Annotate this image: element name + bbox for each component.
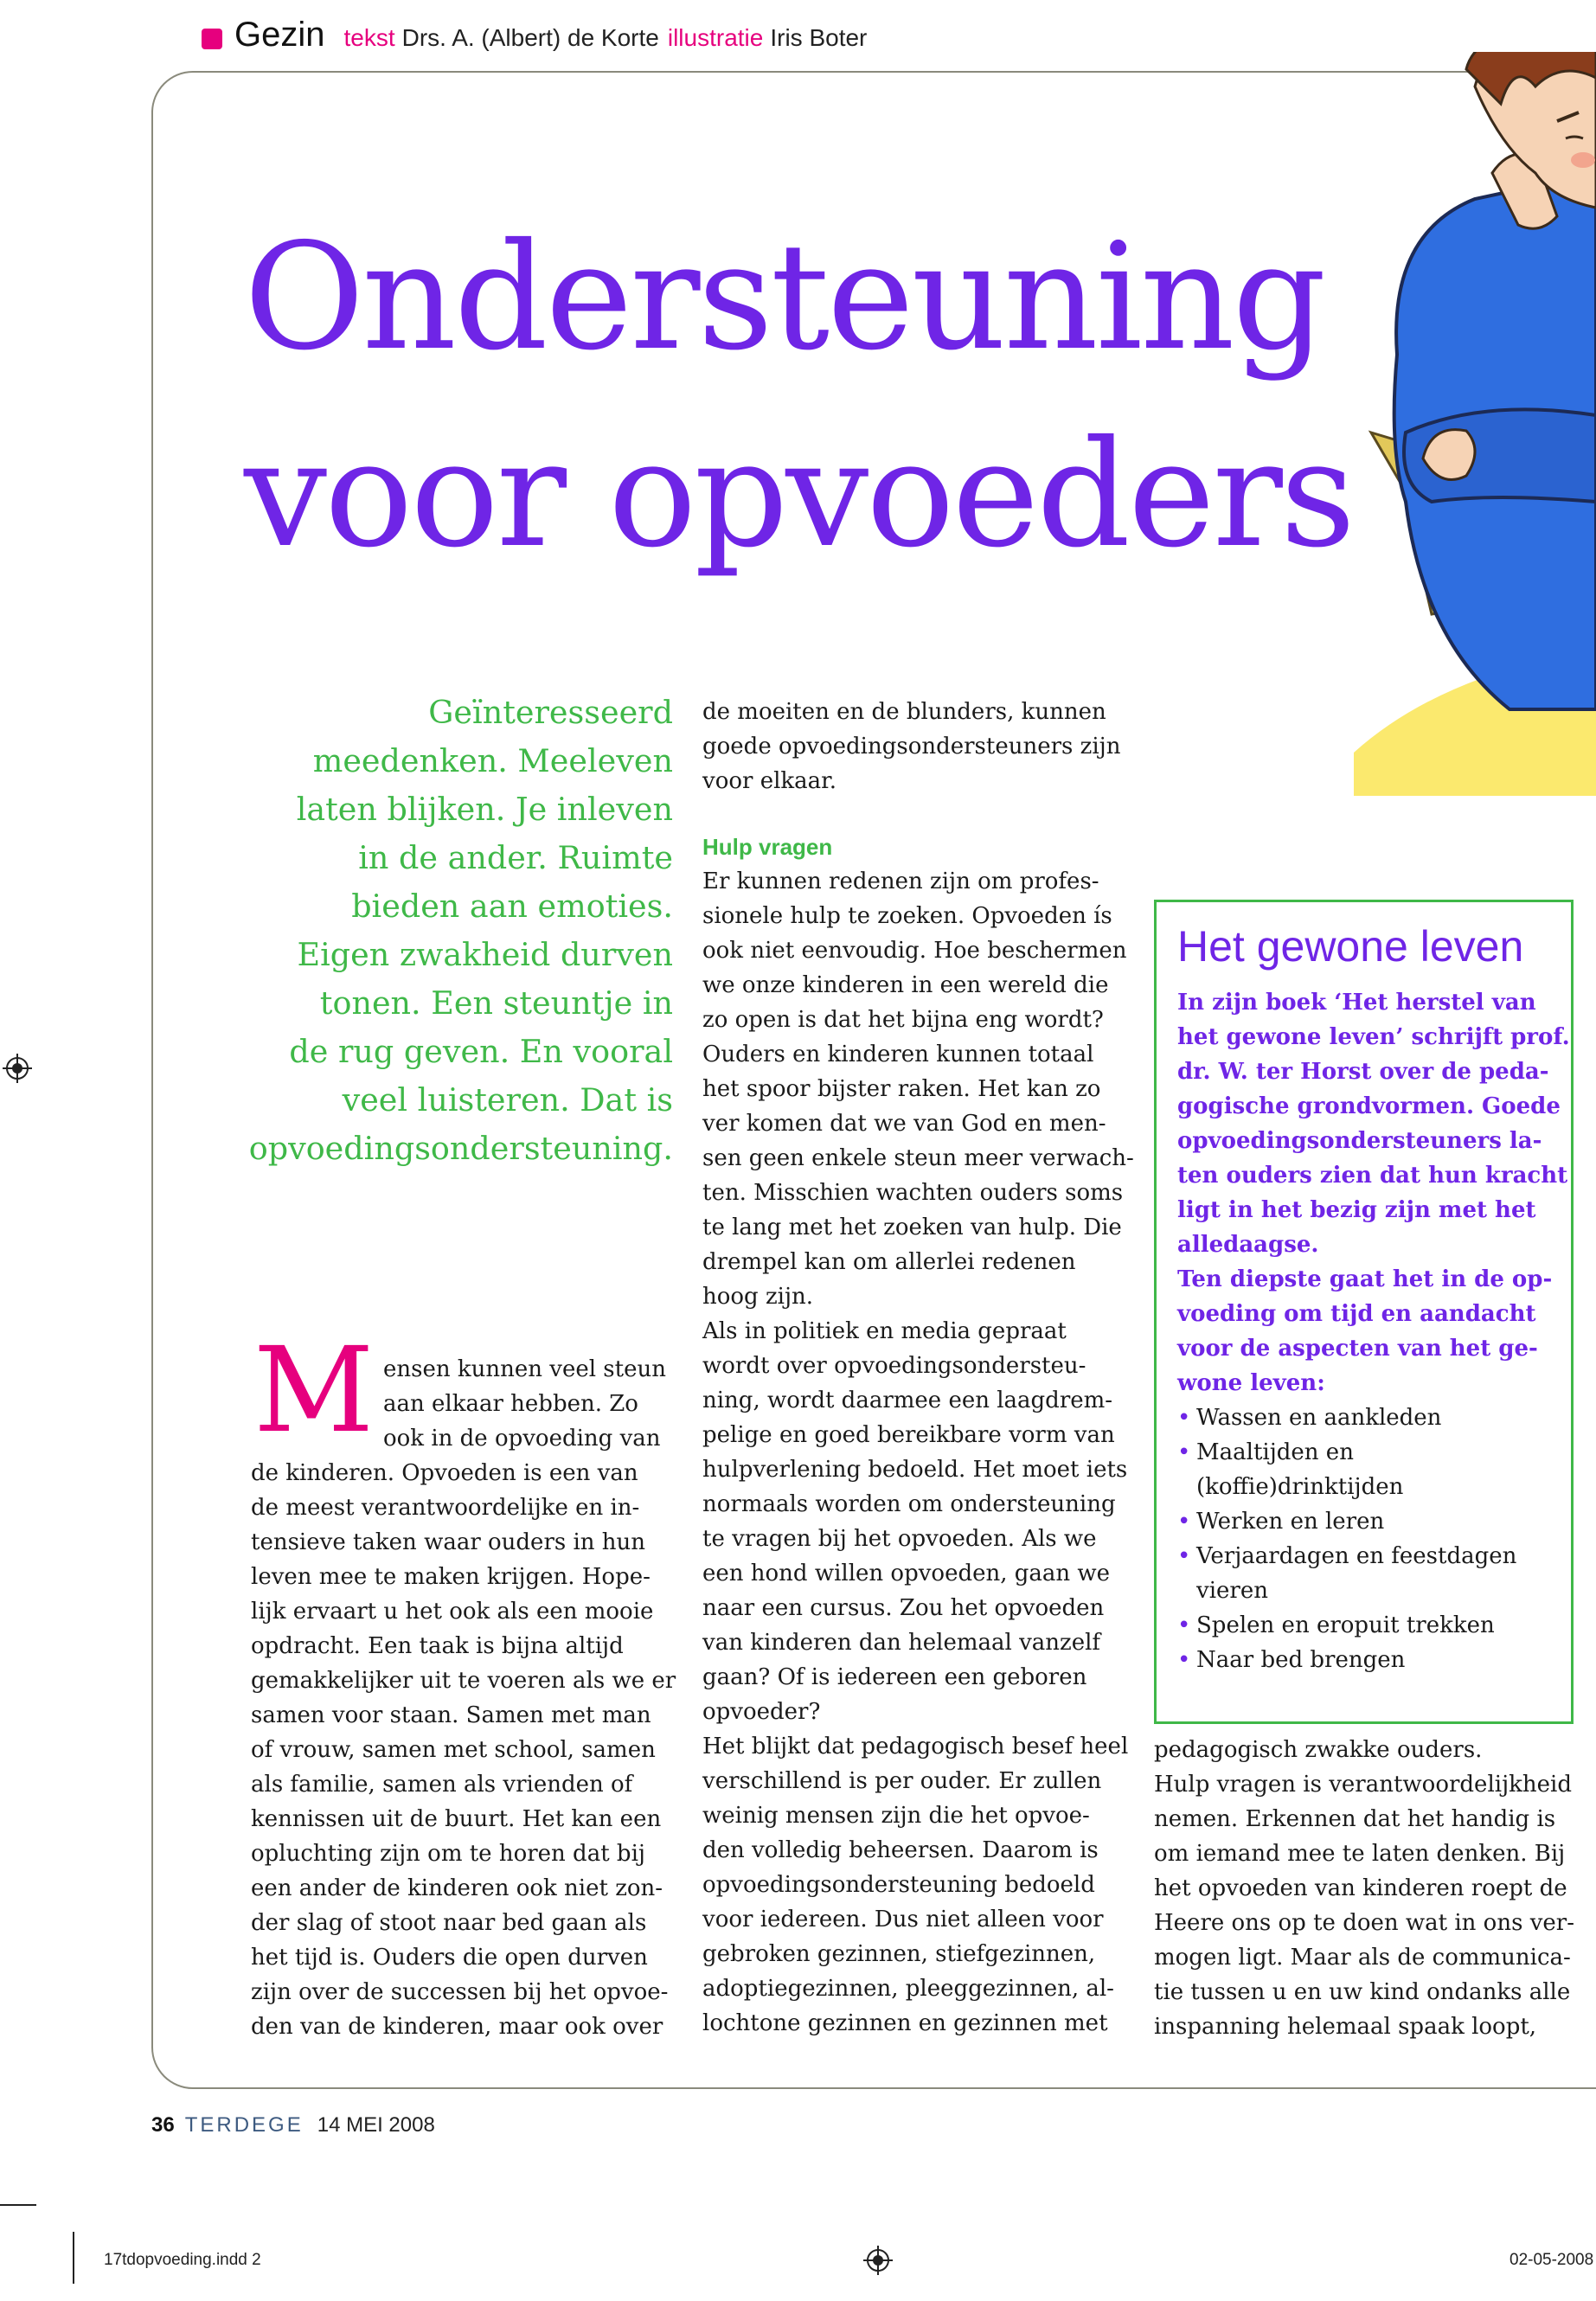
intro-line: de rug geven. En vooral	[289, 1033, 673, 1070]
text-line: zo open is dat het bijna eng wordt?	[702, 1007, 1104, 1033]
text-line: naar een cursus. Zou het opvoeden	[702, 1595, 1105, 1621]
intro-line: Eigen zwakheid durven	[297, 936, 673, 973]
text-line: Het blijkt dat pedagogisch besef heel	[702, 1734, 1129, 1759]
text-line: ten. Misschien wachten ouders soms	[702, 1180, 1124, 1206]
text-line: tensieve taken waar ouders in hun	[251, 1529, 646, 1555]
sidebar-text-line: In zijn boek ‘Het herstel van	[1177, 990, 1536, 1016]
text-line: ook in de opvoeding van	[383, 1426, 661, 1452]
sidebar-text-line: alledaagse.	[1177, 1232, 1319, 1258]
illustration-man-arms-crossed	[1336, 52, 1596, 796]
column-2-continuation	[702, 695, 1135, 798]
text-line: een ander de kinderen ook niet zon-	[251, 1875, 663, 1901]
text-line: of vrouw, samen met school, samen	[251, 1737, 656, 1763]
text-line: om iemand mee te laten denken. Bij	[1154, 1841, 1566, 1867]
text-line: pedagogisch zwakke ouders.	[1154, 1737, 1483, 1763]
text-line: sionele hulp te zoeken. Opvoeden ís	[702, 903, 1112, 929]
text-line: opvoedingsondersteuning bedoeld	[702, 1872, 1095, 1898]
sidebar-list-item: vieren	[1196, 1578, 1268, 1604]
column-2-body	[702, 864, 1135, 2041]
text-line: sen geen enkele steun meer verwach-	[702, 1145, 1134, 1171]
article-title	[244, 199, 1353, 593]
magazine-name: TERDEGE	[184, 2113, 304, 2137]
sidebar-list-item: • Verjaardagen en feestdagen	[1177, 1539, 1571, 1574]
subheading-hulp-vragen: Hulp vragen	[702, 834, 833, 860]
slug-date: 02-05-2008	[1509, 2251, 1594, 2269]
text-line: ensen kunnen veel steun	[383, 1356, 666, 1382]
text-line: inspanning helemaal spaak loopt,	[1154, 2014, 1537, 2040]
body-column-2	[702, 695, 1135, 2041]
sidebar-text-line: voeding om tijd en aandacht	[1177, 1301, 1536, 1327]
text-line: te vragen bij het opvoeden. Als we	[702, 1526, 1097, 1552]
text-line: we onze kinderen in een wereld die	[702, 972, 1109, 998]
text-line: zijn over de successen bij het opvoe-	[251, 1979, 669, 2005]
text-line: goede opvoedingsondersteuners zijn	[702, 734, 1121, 760]
issue-date: 14 MEI 2008	[317, 2113, 435, 2137]
text-line: voor elkaar.	[702, 768, 836, 794]
sidebar-list-item: • Werken en leren	[1177, 1504, 1571, 1539]
body-column-1	[251, 1352, 675, 2044]
section-marker-square	[202, 29, 222, 49]
text-line: het opvoeden van kinderen roept de	[1154, 1875, 1567, 1901]
text-line: drempel kan om allerlei redenen	[702, 1249, 1076, 1275]
registration-mark-icon	[863, 2246, 893, 2275]
text-line: den van de kinderen, maar ook over	[251, 2014, 663, 2040]
text-line: kennissen uit de buurt. Het kan een	[251, 1806, 662, 1832]
text-line: hulpverlening bedoeld. Het moet iets	[702, 1457, 1128, 1483]
crop-mark	[0, 2204, 36, 2206]
title-line-2: voor opvoeders	[244, 409, 1354, 580]
text-credit-label: tekst	[343, 24, 395, 51]
text-line: de meest verantwoordelijke en in-	[251, 1495, 640, 1521]
text-line: samen voor staan. Samen met man	[251, 1702, 651, 1728]
text-line: opvoeder?	[702, 1699, 821, 1725]
sidebar-text	[1177, 985, 1571, 1400]
illustration-credit-label: illustratie	[667, 24, 764, 51]
text-line: adoptiegezinnen, pleeggezinnen, al-	[702, 1976, 1114, 2002]
text-line: den volledig beheersen. Daarom is	[702, 1837, 1099, 1863]
running-header	[202, 16, 875, 59]
text-line: ook niet eenvoudig. Hoe beschermen	[702, 938, 1127, 964]
sidebar-list-item: (koffie)drinktijden	[1196, 1474, 1404, 1500]
text-line: gaan? Of is iedereen een geboren	[702, 1664, 1087, 1690]
text-line: Heere ons op te doen wat in ons ver-	[1154, 1910, 1574, 1936]
text-line: hoog zijn.	[702, 1284, 814, 1310]
text-line: der slag of stoot naar bed gaan als	[251, 1910, 647, 1936]
text-line: lijk ervaart u het ook als een mooie	[251, 1599, 654, 1625]
text-line: Als in politiek en media gepraat	[702, 1318, 1067, 1344]
text-line: mogen ligt. Maar als de communica-	[1154, 1945, 1571, 1971]
text-line: de moeiten en de blunders, kunnen	[702, 699, 1106, 725]
text-line: het spoor bijster raken. Het kan zo	[702, 1076, 1101, 1102]
drop-cap: M	[253, 1323, 375, 1459]
crop-mark	[73, 2232, 74, 2284]
text-line: gemakkelijker uit te voeren als we er	[251, 1668, 676, 1694]
text-line: opdracht. Een taak is bijna altijd	[251, 1633, 624, 1659]
intro-line: veel luisteren. Dat is	[342, 1081, 673, 1118]
sidebar-text-line: dr. W. ter Horst over de peda-	[1177, 1059, 1549, 1085]
body-column-3	[1154, 1733, 1586, 2044]
sidebar-title: Het gewone leven	[1177, 922, 1524, 971]
intro-paragraph	[242, 689, 673, 1173]
sidebar-list-item: • Maaltijden en	[1177, 1435, 1571, 1470]
intro-line: bieden aan emoties.	[351, 888, 673, 925]
text-line: voor iedereen. Dus niet alleen voor	[702, 1907, 1104, 1932]
text-line: leven mee te maken krijgen. Hope-	[251, 1564, 651, 1590]
author-name: Drs. A. (Albert) de Korte	[401, 24, 659, 51]
sidebar-text-line: wone leven:	[1177, 1370, 1325, 1396]
text-line: ver komen dat we van God en men-	[702, 1111, 1106, 1137]
sidebar-box	[1154, 900, 1574, 1724]
sidebar-text-line: opvoedingsondersteuners la-	[1177, 1128, 1542, 1154]
sidebar-text-line: gogische grondvormen. Goede	[1177, 1093, 1561, 1119]
text-line: nemen. Erkennen dat het handig is	[1154, 1806, 1556, 1832]
illustration-drawing	[1336, 52, 1596, 796]
text-line: de kinderen. Opvoeden is een van	[251, 1460, 638, 1486]
text-line: als familie, samen als vrienden of	[251, 1772, 633, 1798]
intro-line: tonen. Een steuntje in	[319, 984, 673, 1022]
intro-line: Geïnteresseerd	[428, 694, 673, 731]
sidebar-list-item: • Spelen en eropuit trekken	[1177, 1608, 1571, 1643]
text-line: lochtone gezinnen en gezinnen met	[702, 2010, 1108, 2036]
section-name: Gezin	[234, 16, 325, 54]
text-line: te lang met het zoeken van hulp. Die	[702, 1215, 1122, 1240]
text-line: gebroken gezinnen, stiefgezinnen,	[702, 1941, 1096, 1967]
registration-mark-icon	[3, 1054, 32, 1083]
intro-line: in de ander. Ruimte	[358, 839, 673, 876]
text-line: verschillend is per ouder. Er zullen	[702, 1768, 1102, 1794]
page-footer	[151, 2113, 435, 2138]
text-line: pelige en goed bereikbare vorm van	[702, 1422, 1115, 1448]
text-line: Er kunnen redenen zijn om profes-	[702, 868, 1099, 894]
sidebar-text-line: het gewone leven’ schrijft prof.	[1177, 1024, 1570, 1050]
slug-filename: 17tdopvoeding.indd 2	[104, 2251, 261, 2269]
sidebar-text-line: Ten diepste gaat het in de op-	[1177, 1266, 1553, 1292]
text-line: een hond willen opvoeden, gaan we	[702, 1561, 1111, 1586]
text-line: wordt over opvoedingsondersteu-	[702, 1353, 1086, 1379]
page-number: 36	[151, 2113, 175, 2137]
text-line: weinig mensen zijn die het opvoe-	[702, 1803, 1090, 1829]
text-line: Hulp vragen is verantwoordelijkheid	[1154, 1772, 1572, 1798]
title-line-1: Ondersteuning	[244, 212, 1324, 383]
text-line: normaals worden om ondersteuning	[702, 1491, 1116, 1517]
illustrator-name: Iris Boter	[770, 24, 868, 51]
intro-line: laten blijken. Je inleven	[296, 791, 673, 828]
sidebar-list	[1177, 1400, 1571, 1677]
sidebar-text-line: voor de aspecten van het ge-	[1177, 1336, 1538, 1362]
sidebar-list-item: • Naar bed brengen	[1177, 1643, 1571, 1677]
intro-line: meedenken. Meeleven	[312, 742, 673, 779]
text-line: aan elkaar hebben. Zo	[383, 1391, 638, 1417]
intro-line: opvoedingsondersteuning.	[248, 1130, 673, 1167]
text-line: Ouders en kinderen kunnen totaal	[702, 1042, 1094, 1067]
text-line: ning, wordt daarmee een laagdrem-	[702, 1388, 1113, 1413]
text-line: van kinderen dan helemaal vanzelf	[702, 1630, 1101, 1656]
text-line: het tijd is. Ouders die open durven	[251, 1945, 648, 1971]
text-line: opluchting zijn om te horen dat bij	[251, 1841, 645, 1867]
sidebar-text-line: ten ouders zien dat hun kracht	[1177, 1163, 1568, 1189]
text-line: tie tussen u en uw kind ondanks alle	[1154, 1979, 1571, 2005]
sidebar-list-item: • Wassen en aankleden	[1177, 1400, 1571, 1435]
sidebar-text-line: ligt in het bezig zijn met het	[1177, 1197, 1536, 1223]
